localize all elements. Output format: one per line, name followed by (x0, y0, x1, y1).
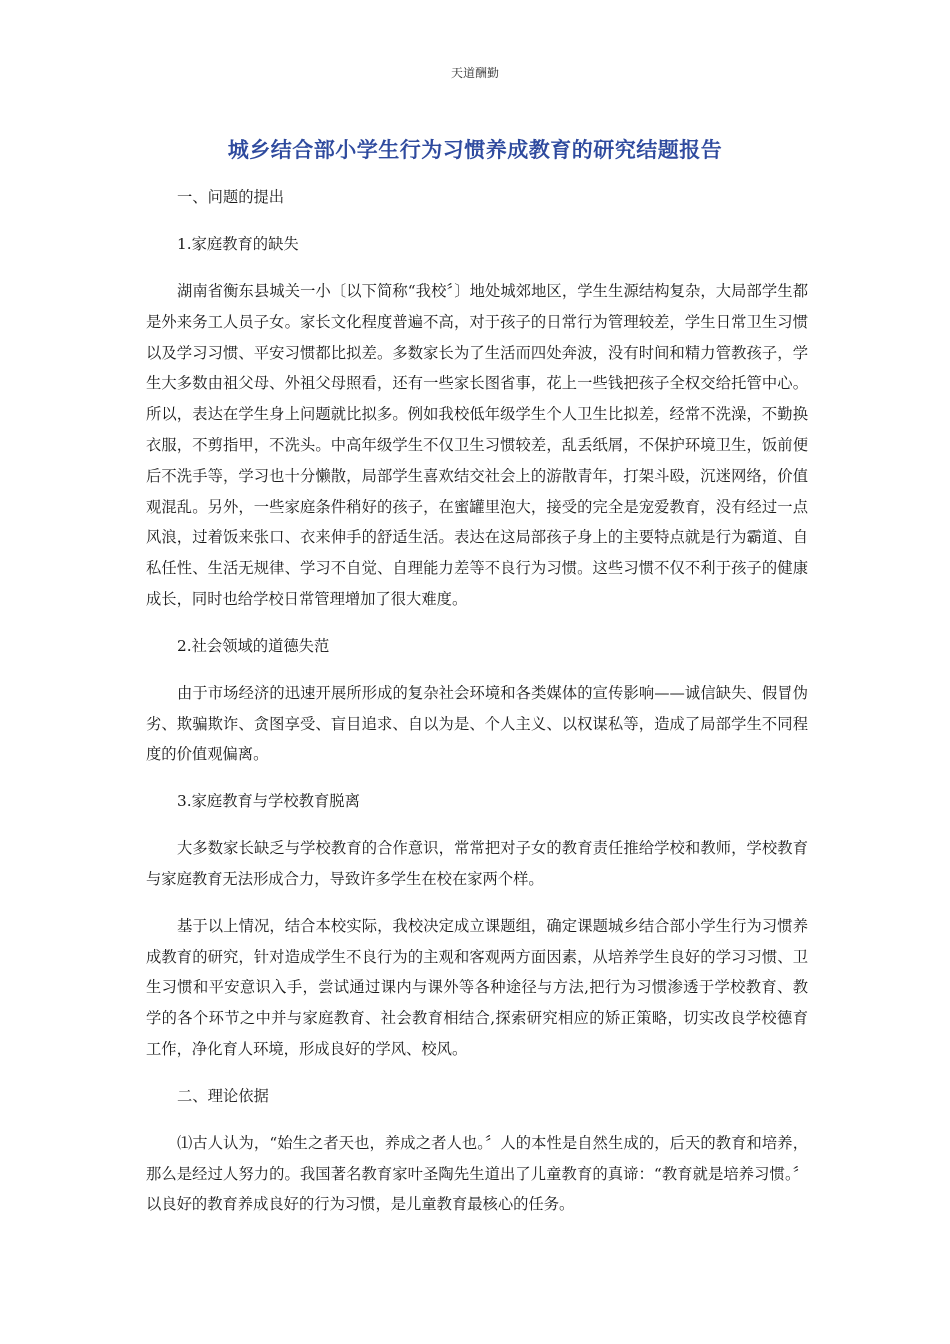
paragraph-home-school-gap: 大多数家长缺乏与学校教育的合作意识，常常把对子女的教育责任推给学校和教师，学校教育与家庭教育无法形成合力，导致许多学生在校在家两个样。 (146, 839, 808, 888)
subsection-heading-1-3: 3.家庭教育与学校教育脱离 (177, 792, 360, 811)
paragraph-summary: 基于以上情况，结合本校实际，我校决定成立课题组，确定课题城乡结合部小学生行为习惯养成教育的研究，针对造成学生不良行为的主观和客观两方面因素，从培养学生良好的学习习惯、卫生习惯和平安意识入手，尝试通过课内与课外等各种途径与方法,把行为习惯渗透于学校教育、教学的各个环节之中并与家庭教育、社会教育相结合,探索研究相应的矫正策略，切实改良学校德育工作，净化育人环境，形成良好的学风、校风。 (146, 916, 808, 1058)
section-heading-1: 一、问题的提出 (177, 188, 285, 206)
paragraph-social-morality: 由于市场经济的迅速开展所形成的复杂社会环境和各类媒体的宣传影响——诚信缺失、假冒伪劣、欺骗欺诈、贪图享受、盲目追求、自以为是、个人主义、以权谋私等，造成了局部学生不同程度的价值观偏离。 (146, 683, 808, 764)
paragraph-theory-1: ⑴古人认为，“始生之者天也，养成之者人也。〞人的本性是自然生成的，后天的教育和培养，那么是经过人努力的。我国著名教育家叶圣陶先生道出了儿童教育的真谛：“教育就是培养习惯。〞以良好的教育养成良好的行为习惯，是儿童教育最核心的任务。 (146, 1133, 808, 1214)
document-body (146, 182, 808, 1220)
paragraph-family-education: 湖南省衡东县城关一小〔以下简称“我校〞〕地处城郊地区，学生生源结构复杂，大局部学生都是外来务工人员子女。家长文化程度普遍不高，对于孩子的日常行为管理较差，学生日常卫生习惯以及学习习惯、平安习惯都比拟差。多数家长为了生活而四处奔波，没有时间和精力管教孩子，学生大多数由祖父母、外祖父母照看，还有一些家长图省事，花上一些钱把孩子全权交给托管中心。所以，表达在学生身上问题就比拟多。例如我校低年级学生个人卫生比拟差，经常不洗澡，不勤换衣服，不剪指甲，不洗头。中高年级学生不仅卫生习惯较差，乱丢纸屑，不保护环境卫生，饭前便后不洗手等，学习也十分懒散，局部学生喜欢结交社会上的游散青年，打架斗殴，沉迷网络，价值观混乱。另外，一些家庭条件稍好的孩子，在蜜罐里泡大，接受的完全是宠爱教育，没有经过一点风浪，过着饭来张口、衣来伸手的舒适生活。表达在这局部孩子身上的主要特点就是行为霸道、自私任性、生活无规律、学习不自觉、自理能力差等不良行为习惯。这些习惯不仅不利于孩子的健康成长，同时也给学校日常管理增加了很大难度。 (146, 282, 808, 608)
subsection-heading-1-2: 2.社会领域的道德失范 (177, 636, 330, 655)
section-heading-2: 二、理论依据 (177, 1086, 269, 1105)
subsection-heading-1-1: 1.家庭教育的缺失 (177, 235, 299, 253)
page-header: 天道酬勤 (450, 66, 499, 80)
document-title: 城乡结合部小学生行为习惯养成教育的研究结题报告 (227, 138, 723, 162)
